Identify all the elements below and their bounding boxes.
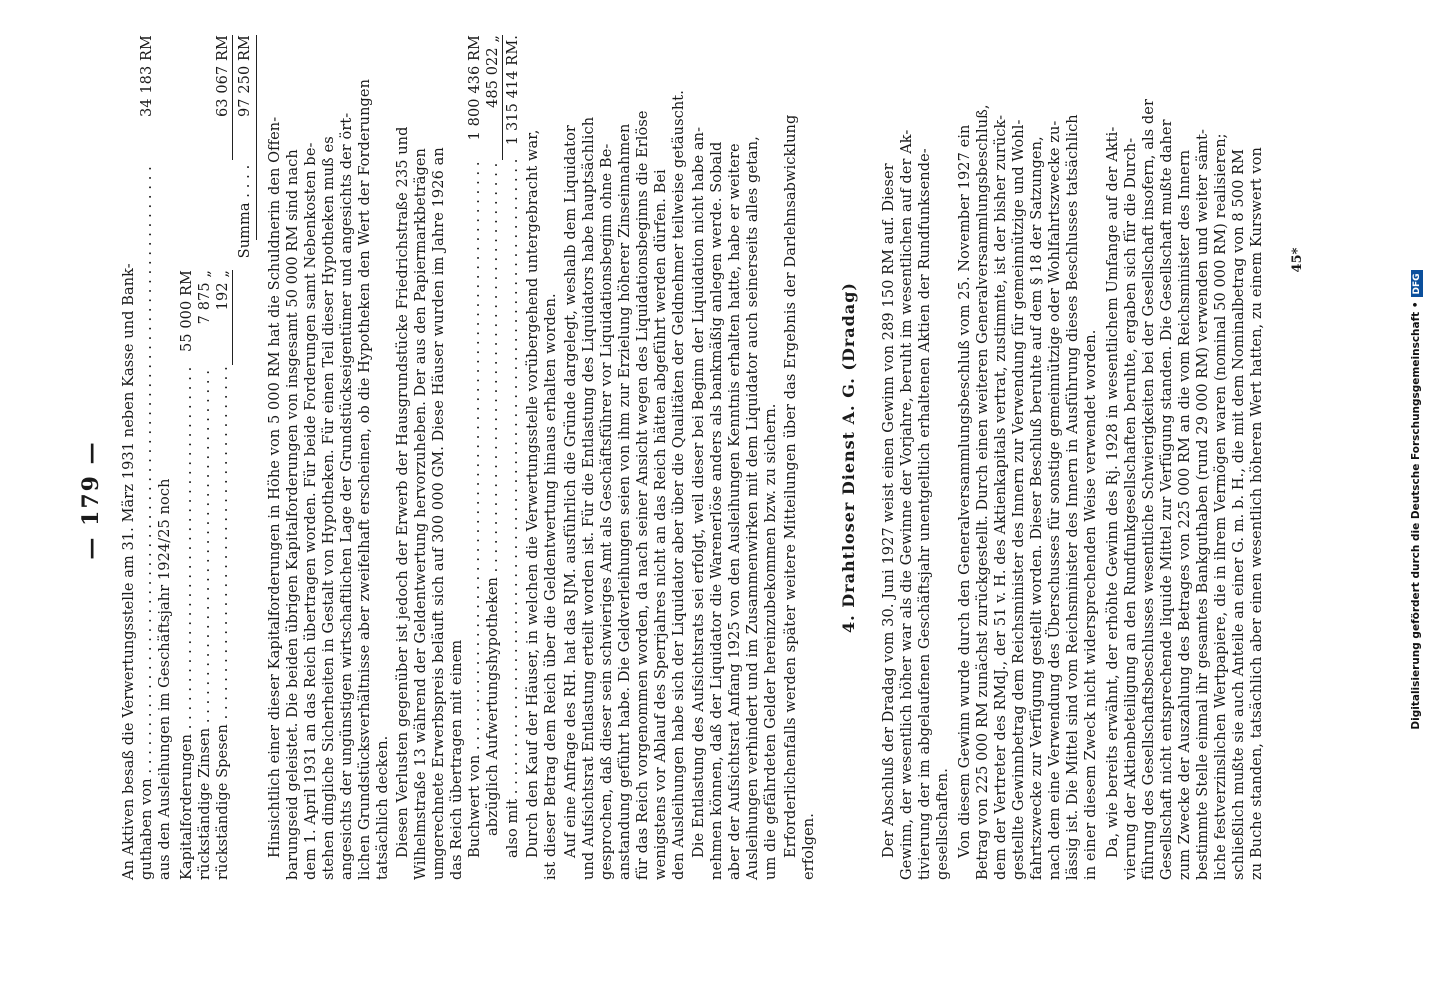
intro-balance-value: 34 183 RM <box>139 35 155 118</box>
paragraph-line: tatsächlich decken. <box>375 735 391 880</box>
paragraph-line: Hinsichtlich einer dieser Kapitalforderungen in Höhe von 5 000 RM hat die Schuldnerin den Offen- <box>267 116 283 858</box>
book-row <box>466 35 484 880</box>
signature-mark: 45* <box>1290 247 1305 273</box>
asset-label: Kapitalforderungen . . . <box>178 365 196 880</box>
paragraph-line: dem 1. April 1931 an das Reich übertragen worden. Für beide Forderungen samt Nebenkosten be- <box>303 142 319 880</box>
paragraph-line: umgerechnete Erwerbspreis beläuft sich auf 300 000 GM. Diese Häuser wurden im Jahre 1926 an <box>431 147 447 880</box>
intro-balance-row <box>138 35 156 880</box>
paragraph-line: für das Reich vorgenommen worden, da nach seiner Ansicht wegen des Liquidationsbeginns die Erlöse <box>635 110 651 880</box>
book-label: abzüglich Aufwertungshypotheken . . . <box>484 160 502 836</box>
assets-sum-label: Summa . . . . <box>237 164 253 259</box>
paragraph-line: und Aufsichtsrat Entlastung erteilt worden ist. Für die Entlastung des Liquidators habe hauptsächlich <box>581 116 597 880</box>
book-row <box>484 35 503 880</box>
paragraph-line: dem der Vertreter des RMdJ., der 51 v. H. des Aktienkapitals vertrat, zustimmte, ist der bisher zurück- <box>993 114 1009 880</box>
book-label: Buchwert von . . . <box>466 160 484 858</box>
paragraph-line: ist dieser Betrag dem Reich über die Geldentwertung hinaus erhalten worden. <box>543 293 559 880</box>
paragraph-line: Betrag von 225 000 RM zunächst zurückgestellt. Durch einen weiteren Generalversammlungsbeschluß, <box>975 104 991 880</box>
intro-line: An Aktiven besaß die Verwertungsstelle am 31. März 1931 neben Kasse und Bank- <box>121 263 137 880</box>
paragraph-line: Diesen Verlusten gegenüber ist jedoch der Erwerb der Hausgrundstücke Friedrichstraße 235 und <box>395 126 411 858</box>
asset-label: rückständige Zinsen . . . <box>196 365 214 880</box>
paragraph-line: zum Zwecke der Auszahlung des Betrages von 225 000 RM an die vom Reichsminister des Innern <box>1177 149 1193 880</box>
paragraph-line: in einer diesem Zweck nicht widersprechenden Weise verwendet worden. <box>1083 329 1099 880</box>
paragraph-line: vierung der Aktienbeteiligung an den Rundfunkgesellschaften beruhte, ergaben sich für die Durch- <box>1123 137 1139 880</box>
paragraph-line: den Ausleihungen habe sich der Liquidator aber über die Qualitäten der Geldnehmer teilweise getäuscht. <box>671 90 687 880</box>
paragraph-line: bestimmte Stelle einmal ihr gesamtes Bankguthaben (rund 29 000 RM) verwenden und weiter sämt- <box>1195 128 1211 880</box>
assets-sum-value: 97 250 RM <box>237 35 253 118</box>
assets-sum-row <box>236 35 254 880</box>
paragraph-line: liche festverzinslichen Wertpapiere, die in ihrem Vermögen waren (nominal 50 000 RM) realisieren; <box>1213 133 1229 880</box>
paragraph-line: gesellschaften. <box>935 768 951 880</box>
paragraph-line: Gesellschaft nicht entsprechende liquide Mittel zur Verfügung standen. Die Gesellschaft mußte daher <box>1159 119 1175 880</box>
asset-total: 63 067 RM <box>214 35 233 160</box>
dfg-logo: DFG <box>1411 270 1423 297</box>
paragraph-line: gesprochen, daß dieser sein schwieriges Amt als Geschäftsführer vor Liquidationsbeginn ohne Be- <box>599 143 615 880</box>
paragraph-line: anstandung geführt habe. Die Geldverleihungen seien von ihm zur Erzielung höherer Zinseinnahmen <box>617 123 633 880</box>
paragraph-line: gestellte Gewinnbetrag dem Reichsminister des Innern zur Verwendung für gemeinnützige und Wohl- <box>1011 119 1027 880</box>
asset-row <box>178 35 196 880</box>
paragraph-line: Die Entlastung des Aufsichtsrats sei erfolgt, weil dieser bei Beginn der Liquidation nicht habe an- <box>691 126 707 858</box>
paragraph-line: Von diesem Gewinn wurde durch den Generalversammlungsbeschluß vom 25. November 1927 ein <box>957 124 973 858</box>
paragraph-line: das Reich übertragen mit einem <box>449 639 465 880</box>
paragraph-line: Erforderlichenfalls werden später weitere Mitteilungen über das Ergebnis der Darlehnsabwicklung <box>783 114 799 858</box>
paragraph-line: lichen Grundstücksverhältnisse aber zweifelhaft erscheinen, ob die Hypotheken den Wert der Forderungen <box>357 78 373 880</box>
sum-rule <box>256 35 257 240</box>
page-number: — 179 — <box>78 440 104 560</box>
digitization-note <box>1410 0 1423 1000</box>
paragraph-line: wenigstens vor Ablauf des Sperrjahres nicht an das Reich hätten abgeführt werden dürfen. Bei <box>653 169 669 880</box>
asset-value: 192 „ <box>214 270 233 365</box>
paragraph-line: Gewinn, der wesentlich höher war als die Gewinne der Vorjahre, beruht im wesentlichen auf der Ak- <box>899 129 915 880</box>
book-result-label: also mit . . . <box>504 160 522 858</box>
asset-value: 55 000 RM <box>179 270 195 353</box>
paragraph-line: Auf eine Anfrage des RH. hat das RJM. ausführlich die Gründe dargelegt, weshalb dem Liquidator <box>563 125 579 858</box>
paragraph-line: lässig ist. Die Mittel sind vom Reichsminister des Innern in Ausführung dieses Beschlusses tatsächlich <box>1065 114 1081 880</box>
paragraph-line: Da, wie bereits erwähnt, der erhöhte Gewinn des Rj. 1928 in wesentlichem Umfange auf der Akti- <box>1105 126 1121 858</box>
paragraph-line: barungseid geleistet. Die beiden übrigen Kapitalforderungen von insgesamt 50 000 RM sind nach <box>285 149 301 880</box>
book-value: 1 800 436 RM <box>467 35 483 141</box>
paragraph-line: führung des Gesellschaftsbeschlusses wesentliche Schwierigkeiten bei der Gesellschaft insofern, als der <box>1141 98 1157 880</box>
asset-row <box>196 35 214 880</box>
asset-value: 7 875 „ <box>197 270 213 325</box>
digitization-note-text: Digitalisierung gefördert durch die Deutsche Forschungsgemeinschaft • <box>1410 301 1422 730</box>
paragraph-line: erfolgen. <box>801 813 817 880</box>
intro-balance-label: guthaben von . . . <box>138 160 156 880</box>
paragraph-line: aber der Aufsichtsrat Anfang 1925 von den Ausleihungen Kenntnis erhalten hatte, habe er weitere <box>727 143 743 880</box>
paragraph-line: fahrtszwecke zur Verfügung gestellt worden. Dieser Beschluß beruhte auf dem § 18 der Satzungen, <box>1029 136 1045 880</box>
asset-label: rückständige Spesen . . . <box>214 365 232 880</box>
paragraph-line: Wilhelmstraße 13 während der Geldentwertung hervorzuheben. Der aus den Papiermarkbeträgen <box>413 148 429 880</box>
book-result-row <box>504 35 522 880</box>
paragraph-line: Der Abschluß der Dradag vom 30. Juni 1927 weist einen Gewinn von 289 150 RM auf. Dieser <box>881 163 897 858</box>
paragraph-line: schließlich mußte sie auch Anteile an einer G. m. b. H., die mit dem Nominalbetrag von 8 500 RM <box>1231 148 1247 880</box>
paragraph-line: nehmen können, daß der Liquidator die Warenerlöse anders als bankmäßig anlegen werde. Sobald <box>709 141 725 880</box>
paragraph-line: Durch den Kauf der Häuser, in welchen die Verwertungsstelle vorübergehend untergebracht war, <box>525 129 541 858</box>
intro-line: aus den Ausleihungen im Geschäftsjahr 1924/25 noch <box>157 478 173 880</box>
book-value: 485 022 „ <box>484 35 503 160</box>
paragraph-line: Ausleihungen verhindert und im Zusammenwirken mit dem Liquidator auch seinerseits alles getan, <box>745 136 761 880</box>
paragraph-line: nach dem eine Verwendung des Überschusses für sonstige gemeinnützige oder Wohlfahrtszwecke zu- <box>1047 120 1063 880</box>
asset-row <box>214 35 233 880</box>
paragraph-line: zu Buche standen, tatsächlich aber einen wesentlich höheren Wert hatten, zu einem Kurswert von <box>1249 147 1265 880</box>
book-result-value: 1 315 414 RM. <box>505 35 521 146</box>
paragraph-line: um die gefährdeten Gelder hereinzubekommen bzw. zu sichern. <box>763 403 779 880</box>
paragraph-line: angesichts der ungünstigen wirtschaftlichen Lage der Grundstückseigentümer und angesichts der ört- <box>339 112 355 880</box>
paragraph-line: tivierung der im abgelaufenen Geschäftsjahr unentgeltlich erhaltenen Aktien der Rundfunksende- <box>917 148 933 880</box>
section-heading: 4. Drahtloser Dienst A. G. (Dradag) <box>839 282 858 633</box>
paragraph-line: stehen dingliche Sicherheiten in Gestalt von Hypotheken. Für einen Teil dieser Hypotheken muß es <box>321 136 337 880</box>
